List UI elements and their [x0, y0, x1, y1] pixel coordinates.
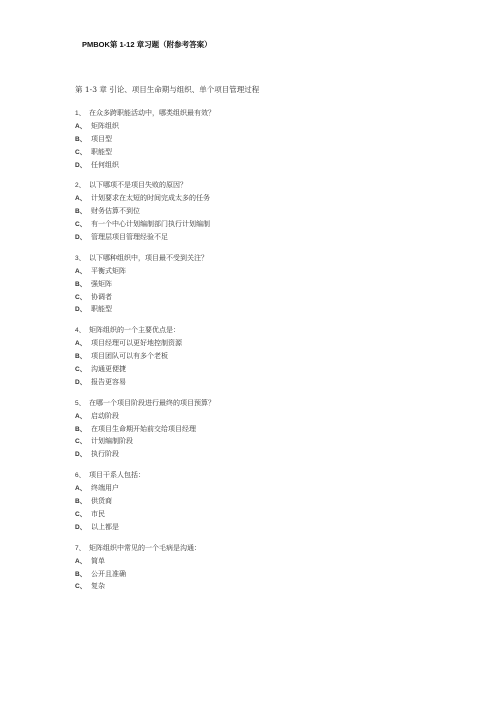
option-letter: C、 [75, 293, 87, 301]
option-text: 简单 [91, 556, 105, 565]
answer-option [75, 376, 435, 389]
option-text: 市民 [91, 509, 105, 518]
question-text: 项目干系人包括： [89, 471, 145, 480]
answer-option [75, 555, 435, 568]
option-letter: B、 [75, 425, 87, 433]
answer-option [75, 265, 435, 278]
question-stem [75, 397, 435, 410]
option-text: 计划编制阶段 [91, 437, 133, 446]
option-text: 管理层项目管理经验不足 [91, 233, 168, 242]
option-letter: B、 [75, 208, 87, 216]
answer-option [75, 303, 435, 316]
option-letter: C、 [75, 366, 87, 374]
answer-option [75, 231, 435, 244]
option-letter: C、 [75, 510, 87, 518]
option-text: 职能型 [91, 147, 112, 156]
option-text: 报告更容易 [91, 377, 126, 386]
answer-option [75, 291, 435, 304]
option-letter: C、 [75, 438, 87, 446]
option-letter: C、 [75, 221, 87, 229]
question-block [75, 469, 435, 533]
option-text: 项目型 [91, 134, 112, 143]
answer-option [75, 410, 435, 423]
question-stem [75, 469, 435, 482]
option-letter: A、 [75, 195, 87, 203]
question-block [75, 252, 435, 316]
question-stem [75, 107, 435, 120]
question-number: 3、 [75, 254, 86, 262]
option-text: 终端用户 [91, 484, 119, 493]
question-block [75, 179, 435, 243]
option-text: 供货商 [91, 497, 112, 506]
question-stem [75, 252, 435, 265]
question-stem [75, 324, 435, 337]
option-letter: D、 [75, 234, 87, 242]
option-text: 协调者 [91, 292, 112, 301]
question-text: 矩阵组织中常见的一个毛病是沟通： [89, 543, 201, 552]
option-text: 沟通更便捷 [91, 365, 126, 374]
question-text: 在哪一个项目阶段进行最终的项目预算？ [89, 398, 215, 407]
question-text: 以下哪种组织中，项目最不受到关注？ [89, 253, 208, 262]
answer-option [75, 521, 435, 534]
option-letter: D、 [75, 451, 87, 459]
question-number: 1、 [75, 110, 86, 117]
option-text: 复杂 [91, 582, 105, 591]
answer-option [75, 568, 435, 581]
question-stem [75, 179, 435, 192]
option-letter: A、 [75, 267, 87, 275]
answer-option [75, 423, 435, 436]
option-text: 公开且准确 [91, 569, 126, 578]
answer-option [75, 363, 435, 376]
answer-option [75, 205, 435, 218]
option-letter: D、 [75, 161, 87, 169]
option-letter: A、 [75, 340, 87, 348]
question-number: 2、 [75, 182, 86, 190]
option-text: 以上都是 [91, 522, 119, 531]
answer-option [75, 133, 435, 146]
answer-option [75, 337, 435, 350]
option-letter: B、 [75, 498, 87, 506]
option-text: 项目团队可以有多个老板 [91, 352, 168, 361]
answer-option [75, 580, 435, 593]
document-title: PMBOK第 1-12 章习题（附参考答案） [82, 40, 212, 49]
answer-option [75, 495, 435, 508]
option-letter: D、 [75, 378, 87, 386]
option-text: 矩阵组织 [91, 121, 119, 130]
option-text: 执行阶段 [91, 450, 119, 459]
question-number: 6、 [75, 472, 86, 480]
option-letter: C、 [75, 148, 87, 156]
option-letter: A、 [75, 485, 87, 493]
option-letter: A、 [75, 557, 87, 565]
option-letter: A、 [75, 122, 87, 130]
answer-option [75, 482, 435, 495]
option-text: 任何组织 [91, 160, 119, 169]
answer-option [75, 159, 435, 172]
option-letter: B、 [75, 280, 87, 288]
option-text: 职能型 [91, 305, 112, 314]
option-text: 启动阶段 [91, 411, 119, 420]
question-block [75, 324, 435, 388]
option-text: 项目经理可以更好地控制资源 [91, 339, 182, 348]
option-text: 平衡式矩阵 [91, 266, 126, 275]
option-text: 财务估算不到位 [91, 207, 140, 216]
option-text: 计划要求在太短的时间完成太多的任务 [91, 194, 210, 203]
question-text: 矩阵组织的一个主要优点是： [89, 326, 180, 335]
answer-option [75, 448, 435, 461]
option-letter: B、 [75, 353, 87, 361]
answer-option [75, 350, 435, 363]
answer-option [75, 146, 435, 159]
option-letter: C、 [75, 583, 87, 591]
option-text: 在项目生命期开始前交给项目经理 [91, 424, 196, 433]
question-block [75, 397, 435, 461]
option-text: 强矩阵 [91, 279, 112, 288]
answer-option [75, 192, 435, 205]
question-block [75, 542, 435, 594]
option-letter: D、 [75, 523, 87, 531]
question-number: 5、 [75, 399, 86, 407]
question-number: 4、 [75, 327, 86, 335]
option-letter: B、 [75, 570, 87, 578]
answer-option [75, 218, 435, 231]
chapter-heading: 第 1-3 章 引论、项目生命期与组织、单个项目管理过程 [75, 85, 260, 94]
option-letter: A、 [75, 412, 87, 420]
answer-option [75, 278, 435, 291]
question-list [75, 107, 435, 601]
option-letter: D、 [75, 306, 87, 314]
answer-option [75, 120, 435, 133]
answer-option [75, 435, 435, 448]
option-letter: B、 [75, 135, 87, 143]
question-text: 在众多跨职能活动中，哪类组织最有效？ [89, 109, 215, 117]
question-stem [75, 542, 435, 555]
answer-option [75, 508, 435, 521]
option-text: 有一个中心计划编制部门执行计划编制 [91, 220, 210, 229]
question-block [75, 107, 435, 171]
question-text: 以下哪项不是项目失败的原因？ [89, 181, 187, 190]
question-number: 7、 [75, 544, 86, 552]
